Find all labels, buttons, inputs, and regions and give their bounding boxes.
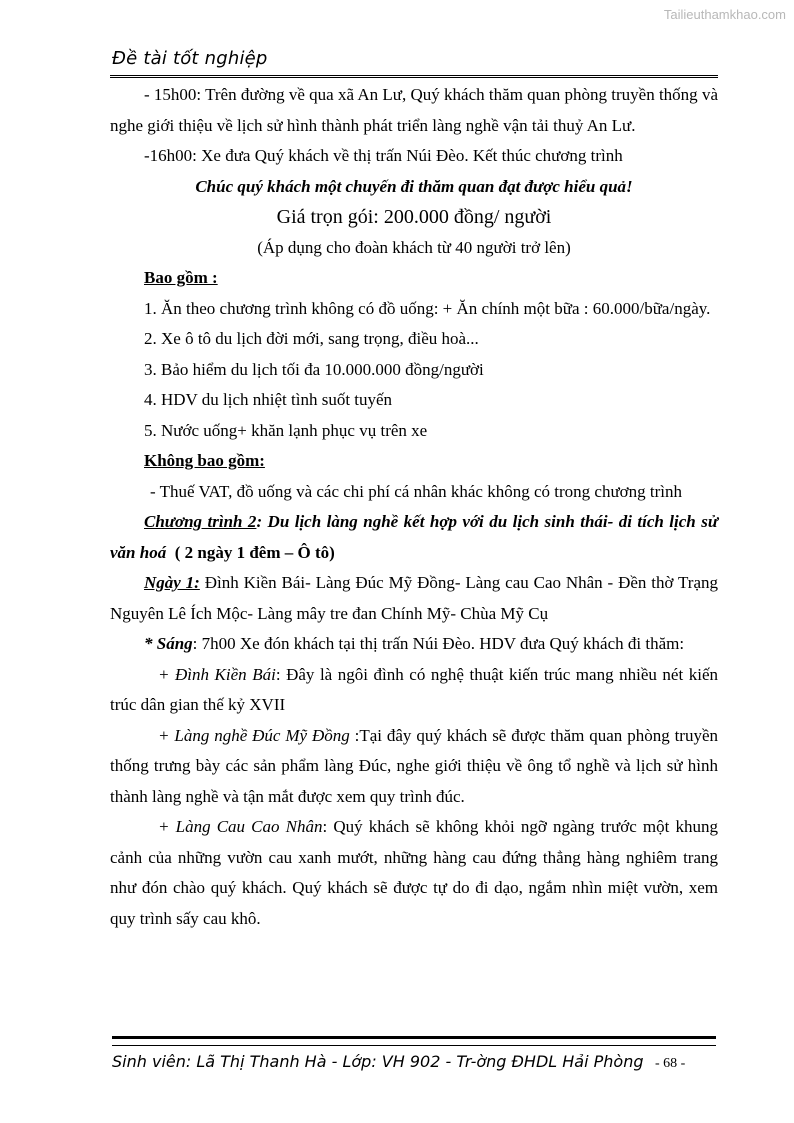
item-kien-bai [110,660,718,721]
paragraph-15h00: - 15h00: Trên đường về qua xã An Lư, Quý khách thăm quan phòng truyền thống và nghe giới thiệu về lịch sử hình thành phát triển làng nghề vận tải thuỷ An Lư. [110,85,718,135]
item3-label: + Làng Cau Cao Nhân [158,817,323,836]
program2-label: Chương trình 2 [144,512,257,531]
program2-suffix: ( 2 ngày 1 đêm – Ô tô) [174,542,335,562]
footer-rule [112,1036,716,1046]
item3-text: : Quý khách sẽ không khỏi ngỡ ngàng trước một khung cảnh của những vườn cau xanh mướt, những hàng cau đứng thẳng hàng nghiêm trang như đón chào quý khách. Quý khách sẽ được tự do đi dạo, ngắm nhìn miệt vườn, xem quy trình sấy cau khô. [110,817,719,928]
includes-item-1: 1. Ăn theo chương trình không có đồ uống: + Ăn chính một bữa : 60.000/bữa/ngày. [144,298,711,318]
item-cau-cao-nhan [110,812,718,934]
includes-item-5: 5. Nước uống+ khăn lạnh phục vụ trên xe [144,420,428,440]
page-number: - 68 - [655,1056,686,1071]
header-title: Đề tài tốt nghiệp [112,48,268,69]
day1-text: Đình Kiền Bái- Làng Đúc Mỹ Đồng- Làng cau Cao Nhân - Đền thờ Trạng Nguyên Lê Ích Mộc- Làng mây tre đan Chính Mỹ- Chùa Mỹ Cụ [110,573,719,623]
watermark: Tailieuthamkhao.com [663,7,786,22]
header-rule [110,75,718,78]
item-duc-my-dong [110,721,718,813]
item1-text: : Đây là ngôi đình có nghệ thuật kiến trúc mang nhiều nét kiến trúc dân gian thế kỷ XVII [110,664,719,714]
day1-paragraph [110,568,718,629]
excludes-heading [110,446,718,477]
item2-text: :Tại đây quý khách sẽ được thăm quan phòng truyền thống trưng bày các sản phẩm làng Đúc, nghe giới thiệu về ông tổ nghề và lịch sử hình thành làng nghề và tận mắt được xem quy trình đúc. [110,725,719,806]
morning-label: * Sáng [144,634,193,653]
program2-text: : Du lịch làng nghề kết hợp với du lịch sinh thái- di tích lịch sử văn hoá [110,512,719,562]
paragraph-16h00: -16h00: Xe đưa Quý khách về thị trấn Núi Đèo. Kết thúc chương trình [144,146,623,165]
wish-line: Chúc quý khách một chuyến đi thăm quan đạt được hiểu quả! [195,176,633,196]
price-note: (Áp dụng cho đoàn khách từ 40 người trở lên) [257,237,571,257]
item1-label: + Đình Kiền Bái [158,664,276,684]
includes-title: Bao gồm : [144,268,218,287]
includes-heading [110,263,718,294]
document-body [110,80,718,934]
includes-item-4: 4. HDV du lịch nhiệt tình suốt tuyến [144,390,393,409]
morning-text: : 7h00 Xe đón khách tại thị trấn Núi Đèo. HDV đưa Quý khách đi thăm: [192,634,685,653]
excludes-title: Không bao gồm: [144,451,265,470]
morning-paragraph [110,629,718,660]
day1-label: Ngày 1: [144,573,200,592]
price-line: Giá trọn gói: 200.000 đồng/ người [276,206,552,228]
includes-item-2: 2. Xe ô tô du lịch đời mới, sang trọng, điều hoà... [144,329,479,348]
footer-text: Sinh viên: Lã Thị Thanh Hà - Lớp: VH 902 - Tr-ờng ĐHDL Hải Phòng [112,1052,644,1071]
program2-heading [110,507,718,568]
item2-label: + Làng nghề Đúc Mỹ Đồng [158,725,350,745]
includes-item-3: 3. Bảo hiểm du lịch tối đa 10.000.000 đồng/người [144,359,484,379]
excludes-text: - Thuế VAT, đồ uống và các chi phí cá nhân khác không có trong chương trình [150,481,683,501]
